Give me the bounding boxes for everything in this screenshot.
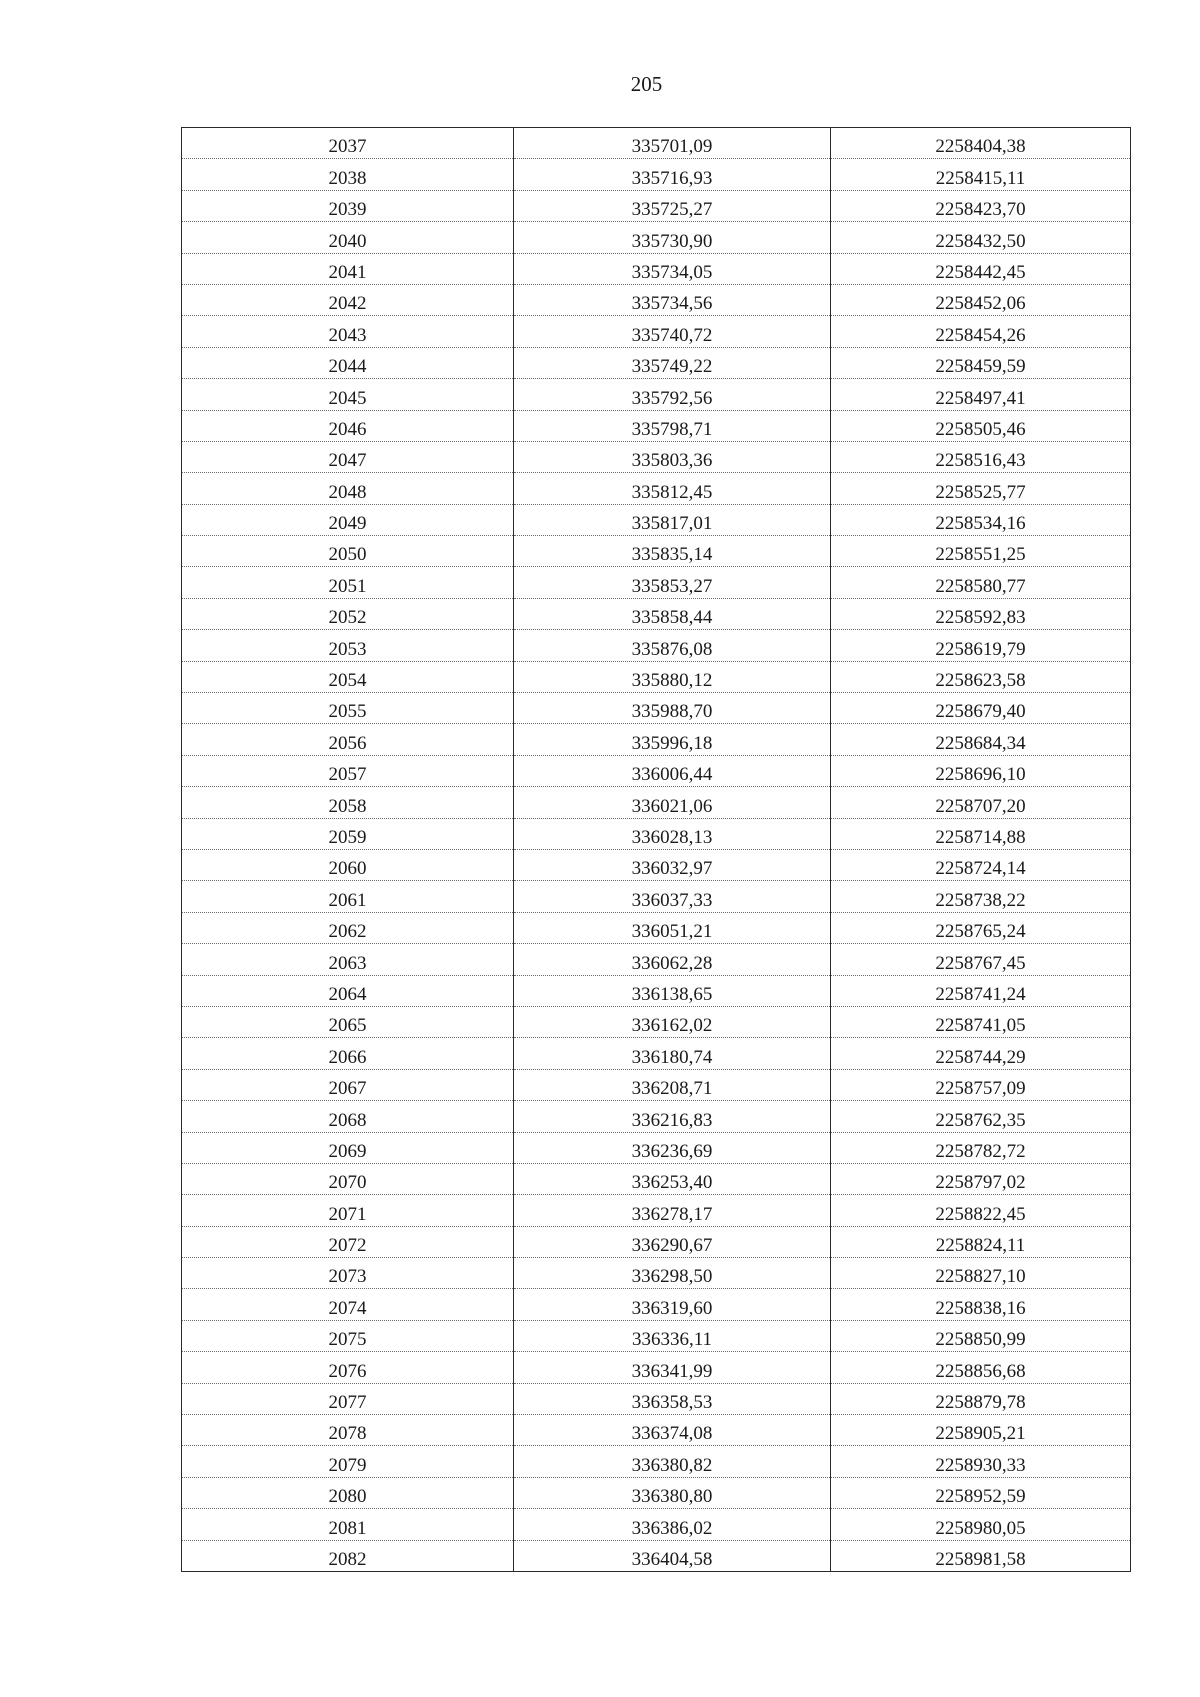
x-coordinate-cell: 335701,09 — [514, 128, 831, 159]
x-coordinate-cell: 336380,80 — [514, 1477, 831, 1508]
table-row — [182, 1320, 1131, 1351]
x-coordinate-cell: 336298,50 — [514, 1258, 831, 1289]
table-row — [182, 536, 1131, 567]
x-coordinate-cell: 336253,40 — [514, 1163, 831, 1194]
y-coordinate-cell: 2258442,45 — [831, 253, 1131, 284]
point-number-cell: 2052 — [182, 598, 514, 629]
table-row — [182, 849, 1131, 880]
point-number-cell: 2064 — [182, 975, 514, 1006]
y-coordinate-cell: 2258827,10 — [831, 1258, 1131, 1289]
point-number-cell: 2072 — [182, 1226, 514, 1257]
y-coordinate-cell: 2258850,99 — [831, 1320, 1131, 1351]
point-number-cell: 2037 — [182, 128, 514, 159]
point-number-cell: 2043 — [182, 316, 514, 347]
x-coordinate-cell: 336138,65 — [514, 975, 831, 1006]
x-coordinate-cell: 335988,70 — [514, 693, 831, 724]
point-number-cell: 2067 — [182, 1069, 514, 1100]
point-number-cell: 2050 — [182, 536, 514, 567]
y-coordinate-cell: 2258454,26 — [831, 316, 1131, 347]
table-row — [182, 1163, 1131, 1194]
table-row — [182, 1226, 1131, 1257]
y-coordinate-cell: 2258856,68 — [831, 1352, 1131, 1383]
point-number-cell: 2065 — [182, 1006, 514, 1037]
y-coordinate-cell: 2258952,59 — [831, 1477, 1131, 1508]
point-number-cell: 2080 — [182, 1477, 514, 1508]
y-coordinate-cell: 2258551,25 — [831, 536, 1131, 567]
x-coordinate-cell: 335740,72 — [514, 316, 831, 347]
x-coordinate-cell: 336386,02 — [514, 1509, 831, 1540]
point-number-cell: 2044 — [182, 347, 514, 378]
x-coordinate-cell: 335817,01 — [514, 504, 831, 535]
table-row — [182, 441, 1131, 472]
table-row — [182, 1038, 1131, 1069]
x-coordinate-cell: 335725,27 — [514, 190, 831, 221]
coordinates-table — [181, 127, 1131, 1572]
y-coordinate-cell: 2258432,50 — [831, 222, 1131, 253]
x-coordinate-cell: 335734,56 — [514, 284, 831, 315]
y-coordinate-cell: 2258525,77 — [831, 473, 1131, 504]
x-coordinate-cell: 336032,97 — [514, 849, 831, 880]
point-number-cell: 2079 — [182, 1446, 514, 1477]
x-coordinate-cell: 336374,08 — [514, 1415, 831, 1446]
y-coordinate-cell: 2258404,38 — [831, 128, 1131, 159]
y-coordinate-cell: 2258619,79 — [831, 630, 1131, 661]
x-coordinate-cell: 336208,71 — [514, 1069, 831, 1100]
x-coordinate-cell: 335803,36 — [514, 441, 831, 472]
y-coordinate-cell: 2258879,78 — [831, 1383, 1131, 1414]
y-coordinate-cell: 2258838,16 — [831, 1289, 1131, 1320]
x-coordinate-cell: 336278,17 — [514, 1195, 831, 1226]
y-coordinate-cell: 2258696,10 — [831, 755, 1131, 786]
point-number-cell: 2054 — [182, 661, 514, 692]
point-number-cell: 2042 — [182, 284, 514, 315]
x-coordinate-cell: 335876,08 — [514, 630, 831, 661]
y-coordinate-cell: 2258762,35 — [831, 1101, 1131, 1132]
point-number-cell: 2081 — [182, 1509, 514, 1540]
point-number-cell: 2057 — [182, 755, 514, 786]
table-row — [182, 818, 1131, 849]
y-coordinate-cell: 2258824,11 — [831, 1226, 1131, 1257]
y-coordinate-cell: 2258757,09 — [831, 1069, 1131, 1100]
table-row — [182, 190, 1131, 221]
x-coordinate-cell: 335858,44 — [514, 598, 831, 629]
table-row — [182, 1006, 1131, 1037]
y-coordinate-cell: 2258592,83 — [831, 598, 1131, 629]
point-number-cell: 2046 — [182, 410, 514, 441]
x-coordinate-cell: 335853,27 — [514, 567, 831, 598]
y-coordinate-cell: 2258981,58 — [831, 1540, 1131, 1571]
table-row — [182, 693, 1131, 724]
table-row — [182, 410, 1131, 441]
x-coordinate-cell: 336404,58 — [514, 1540, 831, 1571]
table-row — [182, 316, 1131, 347]
point-number-cell: 2059 — [182, 818, 514, 849]
x-coordinate-cell: 335716,93 — [514, 159, 831, 190]
table-row — [182, 1258, 1131, 1289]
table-row — [182, 598, 1131, 629]
x-coordinate-cell: 335792,56 — [514, 379, 831, 410]
point-number-cell: 2074 — [182, 1289, 514, 1320]
table-row — [182, 755, 1131, 786]
y-coordinate-cell: 2258905,21 — [831, 1415, 1131, 1446]
x-coordinate-cell: 336290,67 — [514, 1226, 831, 1257]
table-body — [182, 128, 1131, 1572]
table-row — [182, 1477, 1131, 1508]
x-coordinate-cell: 336358,53 — [514, 1383, 831, 1414]
x-coordinate-cell: 336162,02 — [514, 1006, 831, 1037]
point-number-cell: 2060 — [182, 849, 514, 880]
point-number-cell: 2075 — [182, 1320, 514, 1351]
x-coordinate-cell: 336216,83 — [514, 1101, 831, 1132]
table-row — [182, 1540, 1131, 1571]
x-coordinate-cell: 336062,28 — [514, 944, 831, 975]
point-number-cell: 2051 — [182, 567, 514, 598]
table-row — [182, 1446, 1131, 1477]
y-coordinate-cell: 2258623,58 — [831, 661, 1131, 692]
point-number-cell: 2048 — [182, 473, 514, 504]
y-coordinate-cell: 2258497,41 — [831, 379, 1131, 410]
table-row — [182, 1195, 1131, 1226]
table-row — [182, 473, 1131, 504]
y-coordinate-cell: 2258782,72 — [831, 1132, 1131, 1163]
y-coordinate-cell: 2258423,70 — [831, 190, 1131, 221]
x-coordinate-cell: 336180,74 — [514, 1038, 831, 1069]
table-row — [182, 1415, 1131, 1446]
point-number-cell: 2070 — [182, 1163, 514, 1194]
y-coordinate-cell: 2258534,16 — [831, 504, 1131, 535]
x-coordinate-cell: 336028,13 — [514, 818, 831, 849]
y-coordinate-cell: 2258724,14 — [831, 849, 1131, 880]
x-coordinate-cell: 335996,18 — [514, 724, 831, 755]
point-number-cell: 2082 — [182, 1540, 514, 1571]
y-coordinate-cell: 2258744,29 — [831, 1038, 1131, 1069]
table-row — [182, 881, 1131, 912]
point-number-cell: 2078 — [182, 1415, 514, 1446]
y-coordinate-cell: 2258415,11 — [831, 159, 1131, 190]
point-number-cell: 2038 — [182, 159, 514, 190]
table-row — [182, 253, 1131, 284]
point-number-cell: 2062 — [182, 912, 514, 943]
table-row — [182, 1101, 1131, 1132]
point-number-cell: 2058 — [182, 787, 514, 818]
x-coordinate-cell: 335880,12 — [514, 661, 831, 692]
y-coordinate-cell: 2258452,06 — [831, 284, 1131, 315]
point-number-cell: 2077 — [182, 1383, 514, 1414]
table-row — [182, 661, 1131, 692]
x-coordinate-cell: 336037,33 — [514, 881, 831, 912]
x-coordinate-cell: 336006,44 — [514, 755, 831, 786]
point-number-cell: 2066 — [182, 1038, 514, 1069]
table-row — [182, 912, 1131, 943]
point-number-cell: 2073 — [182, 1258, 514, 1289]
point-number-cell: 2056 — [182, 724, 514, 755]
x-coordinate-cell: 335730,90 — [514, 222, 831, 253]
table-row — [182, 222, 1131, 253]
table-row — [182, 379, 1131, 410]
x-coordinate-cell: 335835,14 — [514, 536, 831, 567]
y-coordinate-cell: 2258580,77 — [831, 567, 1131, 598]
x-coordinate-cell: 336341,99 — [514, 1352, 831, 1383]
table-row — [182, 1509, 1131, 1540]
x-coordinate-cell: 336380,82 — [514, 1446, 831, 1477]
x-coordinate-cell: 336336,11 — [514, 1320, 831, 1351]
x-coordinate-cell: 335749,22 — [514, 347, 831, 378]
x-coordinate-cell: 336319,60 — [514, 1289, 831, 1320]
table-row — [182, 944, 1131, 975]
x-coordinate-cell: 335798,71 — [514, 410, 831, 441]
table-row — [182, 1383, 1131, 1414]
y-coordinate-cell: 2258679,40 — [831, 693, 1131, 724]
x-coordinate-cell: 335812,45 — [514, 473, 831, 504]
point-number-cell: 2040 — [182, 222, 514, 253]
y-coordinate-cell: 2258738,22 — [831, 881, 1131, 912]
y-coordinate-cell: 2258797,02 — [831, 1163, 1131, 1194]
point-number-cell: 2076 — [182, 1352, 514, 1383]
table-row — [182, 787, 1131, 818]
point-number-cell: 2061 — [182, 881, 514, 912]
point-number-cell: 2053 — [182, 630, 514, 661]
y-coordinate-cell: 2258714,88 — [831, 818, 1131, 849]
table-row — [182, 630, 1131, 661]
table-row — [182, 567, 1131, 598]
page-number: 205 — [630, 72, 663, 96]
table-row — [182, 284, 1131, 315]
point-number-cell: 2055 — [182, 693, 514, 724]
table-row — [182, 159, 1131, 190]
table-row — [182, 975, 1131, 1006]
y-coordinate-cell: 2258767,45 — [831, 944, 1131, 975]
point-number-cell: 2069 — [182, 1132, 514, 1163]
point-number-cell: 2063 — [182, 944, 514, 975]
y-coordinate-cell: 2258765,24 — [831, 912, 1131, 943]
x-coordinate-cell: 335734,05 — [514, 253, 831, 284]
point-number-cell: 2041 — [182, 253, 514, 284]
table-row — [182, 128, 1131, 159]
point-number-cell: 2039 — [182, 190, 514, 221]
table-row — [182, 1069, 1131, 1100]
y-coordinate-cell: 2258684,34 — [831, 724, 1131, 755]
table-row — [182, 504, 1131, 535]
point-number-cell: 2071 — [182, 1195, 514, 1226]
x-coordinate-cell: 336021,06 — [514, 787, 831, 818]
y-coordinate-cell: 2258930,33 — [831, 1446, 1131, 1477]
table-row — [182, 347, 1131, 378]
y-coordinate-cell: 2258822,45 — [831, 1195, 1131, 1226]
y-coordinate-cell: 2258505,46 — [831, 410, 1131, 441]
y-coordinate-cell: 2258741,05 — [831, 1006, 1131, 1037]
y-coordinate-cell: 2258459,59 — [831, 347, 1131, 378]
y-coordinate-cell: 2258707,20 — [831, 787, 1131, 818]
x-coordinate-cell: 336051,21 — [514, 912, 831, 943]
table-row — [182, 1352, 1131, 1383]
x-coordinate-cell: 336236,69 — [514, 1132, 831, 1163]
point-number-cell: 2045 — [182, 379, 514, 410]
y-coordinate-cell: 2258741,24 — [831, 975, 1131, 1006]
point-number-cell: 2068 — [182, 1101, 514, 1132]
table-row — [182, 724, 1131, 755]
y-coordinate-cell: 2258980,05 — [831, 1509, 1131, 1540]
table-row — [182, 1132, 1131, 1163]
point-number-cell: 2047 — [182, 441, 514, 472]
table-row — [182, 1289, 1131, 1320]
y-coordinate-cell: 2258516,43 — [831, 441, 1131, 472]
point-number-cell: 2049 — [182, 504, 514, 535]
